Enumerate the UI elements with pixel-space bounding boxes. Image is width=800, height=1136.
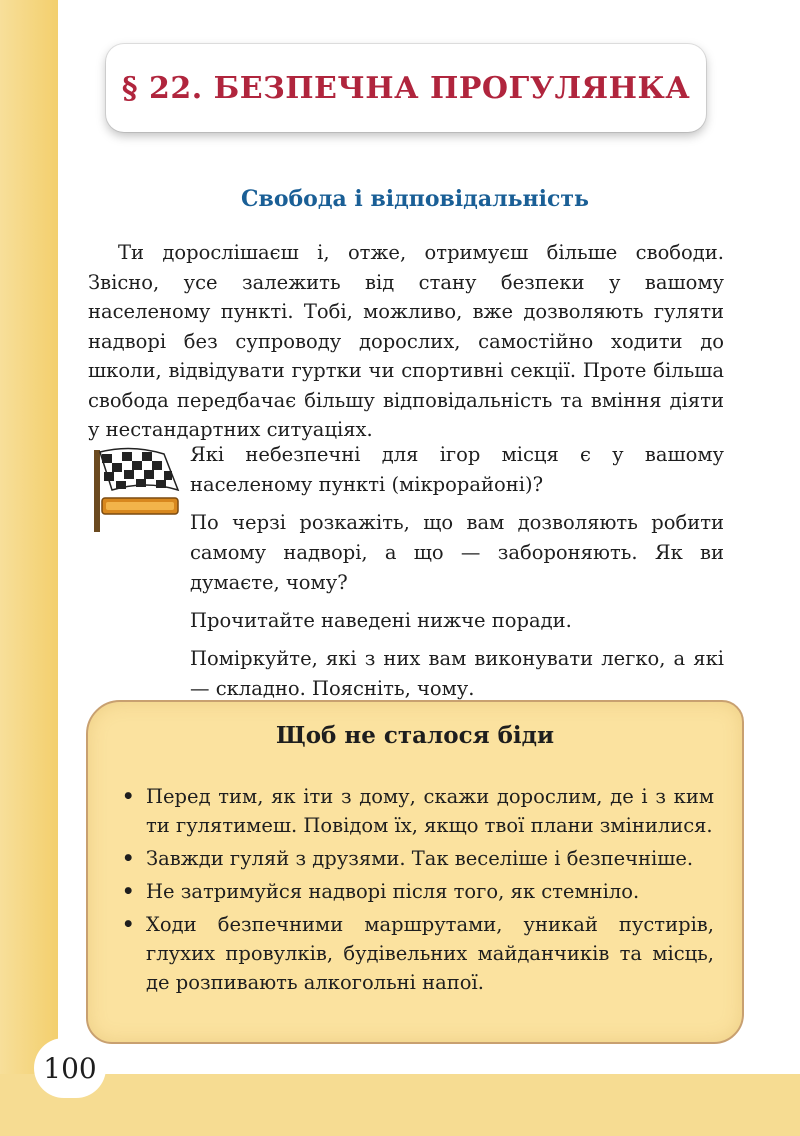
list-item [120,910,714,997]
list-item-text: Завжди гуляй з друзями. Так веселіше і безпечніше. [146,847,694,870]
list-item [120,844,714,873]
bullet-icon: • [122,880,135,903]
list-item-text: Перед тим, як іти з дому, скажи дорослим, де і з ким ти гулятимеш. Повідом їх, якщо твої плани змінилися. [146,785,714,837]
task-item: Які небезпечні для ігор місця є у вашому населеному пункті (мікрорайоні)? [190,443,724,496]
intro-paragraph: Ти дорослішаєш і, отже, отримуєш більше свободи. Звісно, усе залежить від стану безпеки у вашому населеному пункті. Тобі, можливо, вже дозволяють гуляти надворі без супроводу дорослих, самостійно ходити до школи, відвідувати гуртки чи спортивні секції. Проте більша свобода передбачає більшу відповідальність та вміння діяти у нестандартних ситуаціях. [88,241,724,441]
left-margin-band [0,0,58,1136]
checkered-flag-icon [92,444,182,534]
safety-tips-box [86,700,744,1044]
bottom-band [0,1074,800,1136]
safety-tips-list [120,782,714,1001]
task-item: Поміркуйте, які з них вам виконувати легко, а які — складно. Поясніть, чому. [190,647,724,700]
list-item [120,877,714,906]
safety-tips-title: Щоб не сталося біди [275,722,555,749]
bullet-icon: • [122,913,135,936]
section-subtitle: Свобода і відповідальність [241,186,589,212]
title-banner [106,44,706,132]
task-item: Прочитайте наведені нижче поради. [190,609,572,632]
bullet-icon: • [122,785,135,808]
list-item-text: Не затримуйся надворі після того, як стемніло. [146,880,640,903]
list-item [120,782,714,840]
task-item: По черзі розкажіть, що вам дозволяють робити самому надворі, а що — забороняють. Як ви думаєте, чому? [190,511,724,594]
list-item-text: Ходи безпечними маршрутами, уникай пустирів, глухих провулків, будівельних майданчиків та місць, де розпивають алкогольні напої. [146,913,714,994]
task-list [190,440,724,712]
page-title: § 22. БЕЗПЕЧНА ПРОГУЛЯНКА [121,70,691,106]
bullet-icon: • [122,847,135,870]
page-number: 100 [34,1038,106,1098]
